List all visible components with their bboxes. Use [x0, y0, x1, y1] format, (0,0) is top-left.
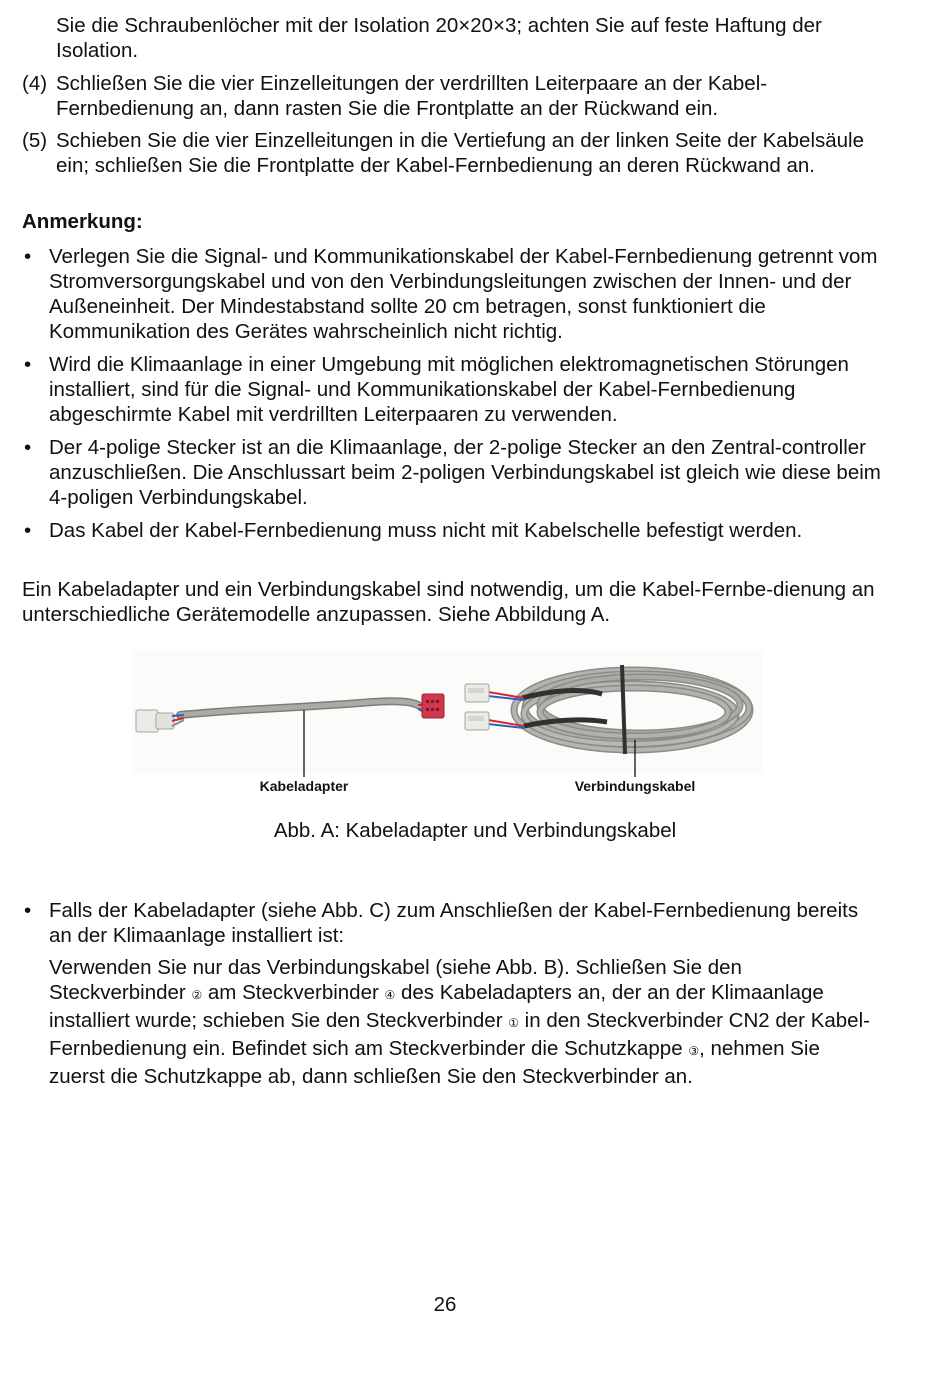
connector-2-marker: ②: [191, 988, 203, 1002]
connector-1-marker: ①: [508, 1016, 519, 1030]
intro-paragraph: Ein Kabeladapter und ein Verbindungskabel sind notwendig, um die Kabel-Fernbe-dienung an unterschiedliche Gerätemodelle anzupassen. Siehe Abbildung A.: [22, 578, 875, 626]
instruction-detail: [49, 955, 879, 1089]
note-item: [22, 518, 882, 543]
note-heading: Anmerkung:: [22, 210, 143, 233]
bullet-icon: •: [24, 245, 32, 268]
detail-text: am Steckverbinder: [202, 981, 385, 1004]
step-4: [22, 71, 882, 121]
label-kabeladapter: Kabeladapter: [259, 778, 349, 794]
step-number: (5): [22, 129, 48, 152]
note-text: Der 4-polige Stecker ist an die Klimaanlage, der 2-polige Stecker an den Zentral-controller anzuschließen. Die Anschlussart beim 2-poligen Verbindungskabel ist gleich wie diese beim 4-poligen Verbindungskabel.: [49, 436, 881, 509]
continued-step-text: Sie die Schraubenlöcher mit der Isolation 20×20×3; achten Sie auf feste Haftung der Isolation.: [56, 14, 822, 62]
cable-figure: [132, 650, 762, 800]
note-text: Wird die Klimaanlage in einer Umgebung mit möglichen elektromagnetischen Störungen installiert, sind für die Signal- und Kommunikationskabel der Kabel-Fernbedienung abgeschirmte Kabel mit verdrillten Leiterpaaren zu verwenden.: [49, 353, 849, 426]
note-item: [22, 352, 882, 427]
detail-text: Verwenden Sie nur das Verbindungskabel (siehe Abb. B). Schließen Sie den Steckverbinder: [49, 956, 742, 1004]
note-text: Verlegen Sie die Signal- und Kommunikationskabel der Kabel-Fernbedienung getrennt vom Stromversorgungskabel und von den Verbindungsleitungen zwischen der Innen- und der Außeneinheit. Der Mindestabstand sollte 20 cm betragen, sonst funktioniert die Kommunikation des Gerätes wahrscheinlich nicht richtig.: [49, 245, 878, 343]
figure-caption: Abb. A: Kabeladapter und Verbindungskabel: [273, 819, 677, 842]
bullet-icon: •: [24, 353, 32, 376]
detail-text: des Kabeladapters an, der an der Klimaanlage installiert wurde; schieben Sie den Steckverbinder: [49, 981, 824, 1032]
instruction-text: Falls der Kabeladapter (siehe Abb. C) zum Anschließen der Kabel-Fernbedienung bereits an der Klimaanlage installiert ist:: [49, 899, 859, 947]
note-item: [22, 435, 882, 510]
instruction-item: [22, 898, 882, 948]
step-text: Schließen Sie die vier Einzelleitungen der verdrillten Leiterpaare an der Kabel-Fernbedienung an, dann rasten Sie die Frontplatte an der Rückwand ein.: [56, 72, 768, 120]
cable-photo: [132, 650, 762, 800]
label-verbindungskabel: Verbindungskabel: [574, 778, 696, 794]
bullet-icon: •: [24, 899, 32, 922]
bullet-icon: •: [24, 519, 32, 542]
step-number: (4): [22, 72, 48, 95]
page-number: 26: [433, 1293, 457, 1316]
step-text: Schieben Sie die vier Einzelleitungen in die Vertiefung an der linken Seite der Kabelsäule ein; schließen Sie die Frontplatte der Kabel-Fernbedienung an deren Rückwand an.: [56, 129, 865, 177]
bullet-icon: •: [24, 436, 32, 459]
detail-text: , nehmen Sie zuerst die Schutzkappe ab, dann schließen Sie den Steckverbinder an.: [49, 1037, 820, 1088]
step-5: [22, 128, 882, 178]
connector-4-marker: ④: [384, 988, 396, 1002]
detail-text: in den Steckverbinder CN2 der Kabel-Fernbedienung ein. Befindet sich am Steckverbinder die Schutzkappe: [49, 1009, 870, 1060]
note-item: [22, 244, 882, 344]
note-text: Das Kabel der Kabel-Fernbedienung muss nicht mit Kabelschelle befestigt werden.: [49, 519, 803, 542]
protective-cap-marker: ③: [688, 1044, 700, 1058]
